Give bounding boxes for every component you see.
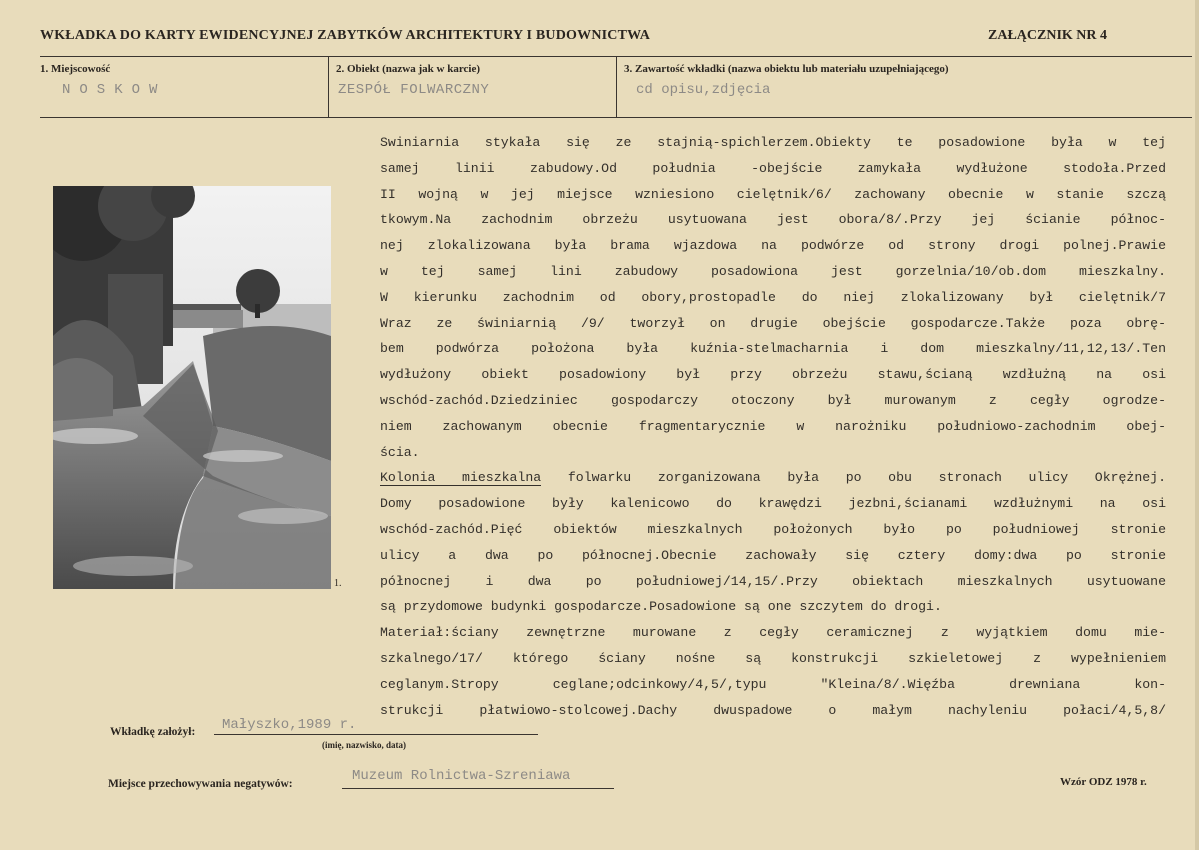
text-line: wydłużony obiekt posadowiony był przy obrzeżu stawu,ścianą wzdłużną na osi bbox=[380, 367, 1166, 383]
text-line: ceglanym.Stropy ceglane;odcinkowy/4,5/,typu "Kleina/8/.Więźba drewniana kon- bbox=[380, 676, 1166, 692]
field-divider-1 bbox=[328, 57, 329, 117]
text-line: są przydomowe budynki gospodarcze.Posadowione są one szczytem do drogi. bbox=[380, 599, 942, 615]
object-value: ZESPÓŁ FOLWARCZNY bbox=[338, 82, 490, 98]
text-line: Swiniarnia stykała się ze stajnią-spichlerzem.Obiekty te posadowione była w tej bbox=[380, 135, 1166, 150]
text-line: II wojną w jej miejsce wzniesiono cielętnik/6/ zachowany obecnie w stanie szczą bbox=[380, 186, 1166, 202]
object-label: 2. Obiekt (nazwa jak w karcie) bbox=[336, 63, 481, 75]
contents-value: cd opisu,zdjęcia bbox=[636, 82, 771, 98]
text-line: Wraz ze świniarnią /9/ tworzył on drugie obejście gospodarcze.Także poza obrę- bbox=[380, 315, 1166, 331]
text-line: wschód-zachód.Pięć obiektów mieszkalnych położonych było po południowej stronie bbox=[380, 521, 1166, 537]
annex-number: ZAŁĄCZNIK NR 4 bbox=[988, 28, 1108, 43]
field-divider-2 bbox=[616, 57, 617, 117]
text-line-rest: folwarku zorganizowana była po obu stronach ulicy Okrężnej. bbox=[567, 470, 1166, 486]
storage-rule bbox=[342, 788, 614, 789]
text-line: W kierunku zachodnim od obory,prostopadle do niej zlokalizowany był cielętnik/7 bbox=[380, 289, 1166, 305]
text-line: ulicy a dwa po północnej.Obecnie zachowały się cztery domy:dwa po stronie bbox=[380, 547, 1166, 563]
text-line: w tej samej lini zabudowy posadowiona jest gorzelnia/10/ob.dom mieszkalny. bbox=[380, 263, 1166, 279]
site-photograph bbox=[53, 186, 331, 589]
photo-illustration bbox=[53, 186, 331, 589]
card-title: WKŁADKA DO KARTY EWIDENCYJNEJ ZABYTKÓW ARCHITEKTURY I BUDOWNICTWA bbox=[40, 28, 651, 43]
text-line: wschód-zachód.Dziedziniec gospodarczy otoczony był murowanym z cegły ogrodze- bbox=[380, 392, 1166, 408]
text-line: samej linii zabudowy.Od południa -obejście zamykała wydłużone stodoła.Przed bbox=[380, 160, 1166, 176]
text-line: Domy posadowione były kalenicowo do krawędzi jezbni,ścianami wzdłużnymi na osi bbox=[380, 496, 1166, 512]
text-line: bem podwórza położona była kuźnia-stelmacharnia i dom mieszkalny/11,12,13/.Ten bbox=[380, 341, 1166, 357]
text-line: szkalnego/17/ którego ściany nośne są konstrukcji szkieletowej z wypełnieniem bbox=[380, 650, 1166, 666]
locality-value: NOSKOW bbox=[62, 82, 167, 98]
text-line: niem zachowanym obecnie fragmentarycznie w narożniku południowo-zachodnim obej- bbox=[380, 418, 1166, 434]
author-caption: (imię, nazwisko, data) bbox=[322, 740, 406, 750]
text-line: północnej i dwa po południowej/14,15/.Przy obiektach mieszkalnych usytuowane bbox=[380, 573, 1166, 589]
text-line: nej zlokalizowana była brama wjazdowa na podwórze od strony drogi polnej.Prawie bbox=[380, 238, 1166, 254]
storage-label: Miejsce przechowywania negatywów: bbox=[108, 778, 293, 790]
text-line: Materiał:ściany zewnętrzne murowane z cegły ceramicznej z wyjątkiem domu mie- bbox=[380, 625, 1166, 641]
text-line: ścia. bbox=[380, 444, 420, 460]
photo-number: 1. bbox=[334, 578, 342, 589]
header-rule-bottom bbox=[40, 117, 1192, 118]
form-reference: Wzór ODZ 1978 r. bbox=[1060, 776, 1147, 788]
author-label: Wkładkę założył: bbox=[110, 726, 196, 738]
contents-label: 3. Zawartość wkładki (nazwa obiektu lub materiału uzupełniającego) bbox=[624, 63, 949, 75]
description-text bbox=[380, 130, 1166, 723]
text-line: tkowym.Na zachodnim obrzeżu usytuowana jest obora/8/.Przy jej ścianie północ- bbox=[380, 212, 1166, 228]
underlined-heading: Kolonia mieszkalna bbox=[380, 470, 542, 486]
locality-label: 1. Miejscowość bbox=[40, 63, 111, 75]
text-line-kolonia bbox=[380, 465, 1166, 491]
author-rule bbox=[214, 734, 538, 735]
author-value: Małyszko,1989 r. bbox=[222, 717, 357, 733]
storage-value: Muzeum Rolnictwa-Szreniawa bbox=[352, 768, 571, 784]
text-line: strukcji płatwiowo-stolcowej.Dachy dwuspadowe o małym nachyleniu połaci/4,5,8/ bbox=[380, 702, 1166, 718]
